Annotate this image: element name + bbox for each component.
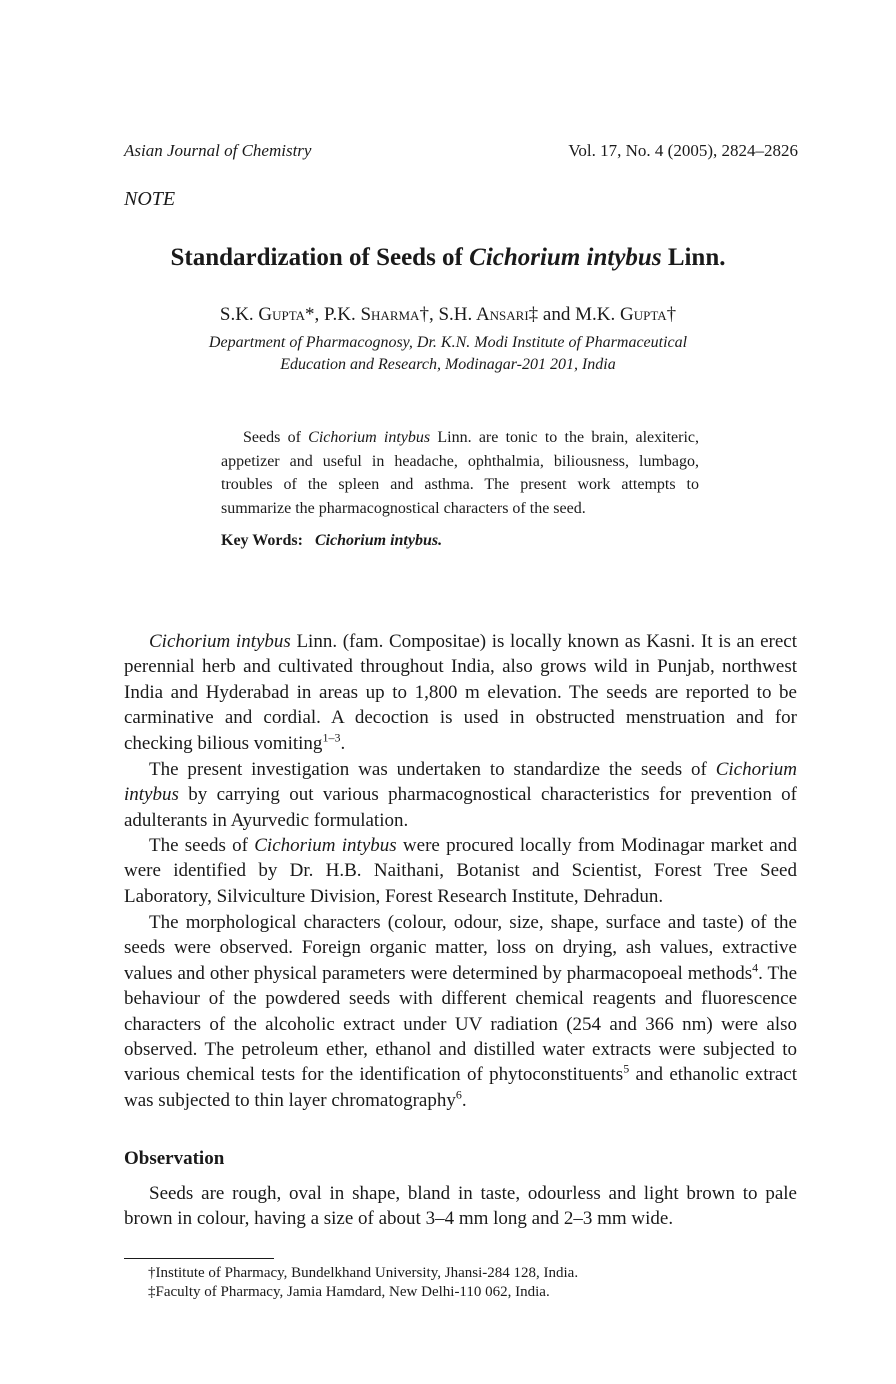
author-list: S.K. Gupta*, P.K. Sharma†, S.H. Ansari‡ and M.K. Gupta† <box>219 304 677 325</box>
volume-info: Vol. 17, No. 4 (2005), 2824–2826 <box>568 141 798 160</box>
abstract: Seeds of Cichorium intybus Linn. are tonic to the brain, alexiteric, appetizer and useful in headache, ophthalmia, biliousness, lumbago, troubles of the spleen and asthma. The present work attempts to summarize the pharmacognostical characters of the seed. <box>221 429 700 517</box>
paper-title: Standardization of Seeds of Cichorium intybus Linn. <box>170 244 726 271</box>
footnote-divider <box>124 1258 274 1259</box>
author: M.K. Gupta† <box>575 304 677 325</box>
footnote: †Institute of Pharmacy, Bundelkhand University, Jhansi-284 128, India. <box>148 1265 579 1281</box>
footnote: ‡Faculty of Pharmacy, Jamia Hamdard, New Delhi-110 062, India. <box>148 1284 550 1300</box>
author: S.H. Ansari‡ <box>438 304 539 325</box>
keywords: Key Words: Cichorium intybus. <box>221 532 443 549</box>
affiliation: Department of Pharmacognosy, Dr. K.N. Modi Institute of Pharmaceutical Education and Research, Modinagar-201 201, India <box>208 334 688 373</box>
paragraph-methods: The morphological characters (colour, odour, size, shape, surface and taste) of the seeds were observed. Foreign organic matter, loss on drying, ash values, extractive values and other physical parameters were determined by pharmacopoeal methods$^4$. The behaviour of the powdered seeds with different chemical reagents and fluorescence characters of the alcoholic extract under UV radiation (254 and 366 nm) were also observed. The petroleum ether, ethanol and distilled water extracts were subjected to various chemical tests for the identification of phytoconstituents$^5$ and ethanolic extract was subjected to thin layer chromatography$^6$. <box>124 912 797 1111</box>
journal-name: Asian Journal of Chemistry <box>124 141 312 160</box>
section-label: NOTE <box>124 188 176 210</box>
paragraph-observation: Seeds are rough, oval in shape, bland in taste, odourless and light brown to pale brown in colour, having a size of about 3–4 mm long and 2–3 mm wide. <box>124 1183 797 1230</box>
author: S.K. Gupta* <box>219 304 315 325</box>
section-heading-observation: Observation <box>124 1148 225 1169</box>
author: P.K. Sharma† <box>324 304 429 325</box>
paragraph-aim: The present investigation was undertaken to standardize the seeds of Cichorium intybus by carrying out various pharmacognostical characteristics for prevention of adulterants in Ayurvedic formulation. <box>124 759 797 831</box>
paragraph-intro: Cichorium intybus Linn. (fam. Compositae) is locally known as Kasni. It is an erect perennial herb and cultivated throughout India, also grows wild in Punjab, northwest India and Hyderabad in areas up to 1,800 m elevation. The seeds are reported to be carminative and cordial. A decoction is used in obstructed menstruation and for checking bilious vomiting$^{1-3}$. <box>124 631 797 754</box>
paragraph-material: The seeds of Cichorium intybus were procured locally from Modinagar market and were identified by Dr. H.B. Naithani, Botanist and Scientist, Forest Tree Seed Laboratory, Silviculture Division, Forest Research Institute, Dehradun. <box>124 835 797 907</box>
